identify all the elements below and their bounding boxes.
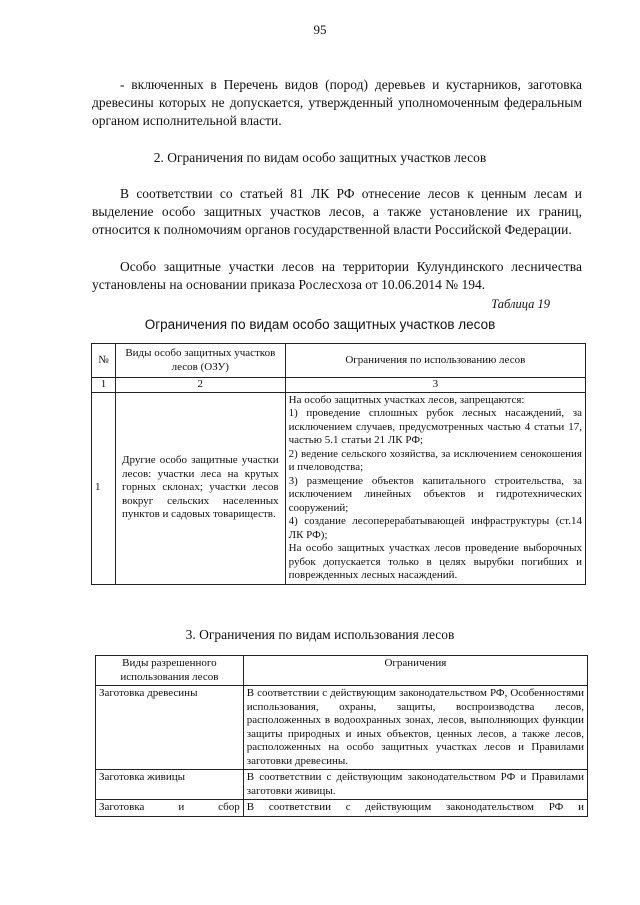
header-ozu-types: Виды особо защитных участков лесов (ОЗУ) <box>115 344 285 378</box>
section-3-heading: 3. Ограничения по видам использования лесов <box>185 627 455 642</box>
col-number-1: 1 <box>92 378 116 393</box>
row-number: 1 <box>92 392 116 584</box>
usage-restriction-cell: В соответствии с действующим законодательством РФ, Особенностями использования, охраны, защиты, воспроизводства лесов, расположенных в водоохранных зонах, лесов, выполняющих функции защиты природных и иных объектов, ценных лесов, а также лесов, расположенных на особо защитных участках лесов и Правилами заготовки древесины. <box>243 686 587 770</box>
page-number: 95 <box>313 22 327 37</box>
header-restrictions: Ограничения по использованию лесов <box>285 344 585 378</box>
restriction-line: На особо защитных участках лесов проведение выборочных рубок допускается только в целях вырубки погибших и поврежденных лесных насаждений. <box>288 542 582 581</box>
table-19-caption: Таблица 19 <box>491 297 550 311</box>
header-limitations: Ограничения <box>243 656 587 686</box>
col-number-3: 3 <box>285 378 585 393</box>
usage-restriction-cell: В соответствии с действующим законодательством РФ и Правилами заготовки живицы. <box>243 770 587 800</box>
col-number-2: 2 <box>115 378 285 393</box>
paragraph-2: Особо защитные участки лесов на территории Кулундинского лесничества установлены на основании приказа Рослесхоза от 10.06.2014 № 194. <box>92 259 582 292</box>
restrictions-cell <box>285 392 585 584</box>
intro-paragraph: - включенных в Перечень видов (пород) деревьев и кустарников, заготовка древесины которых не допускается, утвержденный уполномоченным федеральным органом исполнительной власти. <box>92 77 582 128</box>
table-19-title: Ограничения по видам особо защитных участков лесов <box>144 317 496 332</box>
usage-type-cell: Заготовка и сбор <box>96 800 244 817</box>
usage-type-cell: Заготовка древесины <box>96 686 244 770</box>
restriction-line: 4) создание лесоперерабатывающей инфраструктуры (ст.14 ЛК РФ); <box>288 515 582 541</box>
ozu-types-cell: Другие особо защитные участки лесов: участки леса на крутых горных склонах; участки лесов вокруг сельских населенных пунктов и садовых товариществ. <box>115 392 285 584</box>
header-number: № <box>92 344 116 378</box>
section-2-heading: 2. Ограничения по видам особо защитных участков лесов <box>153 150 487 165</box>
restriction-line: 1) проведение сплошных рубок лесных насаждений, за исключением случаев, предусмотренных частью 4 статьи 17, частью 5.1 статьи 21 ЛК РФ; <box>288 407 582 446</box>
paragraph-1: В соответствии со статьей 81 ЛК РФ отнесение лесов к ценным лесам и выделение особо защитных участков лесов, а также установление их границ, относится к полномочиям органов государственной власти Российской Федерации. <box>92 186 582 237</box>
usage-type-cell: Заготовка живицы <box>96 770 244 800</box>
restriction-line: 3) размещение объектов капитального строительства, за исключением линейных объектов и гидротехнических сооружений; <box>288 474 582 514</box>
restriction-line: На особо защитных участках лесов, запрещаются: <box>288 393 525 406</box>
table-19 <box>91 343 586 585</box>
usage-restriction-cell: В соответствии с действующим законодательством РФ и <box>243 800 587 817</box>
table-20 <box>95 655 588 817</box>
restriction-line: 2) ведение сельского хозяйства, за исключением сенокошения и пчеловодства; <box>288 447 582 473</box>
header-usage-types: Виды разрешенного использования лесов <box>96 656 244 686</box>
